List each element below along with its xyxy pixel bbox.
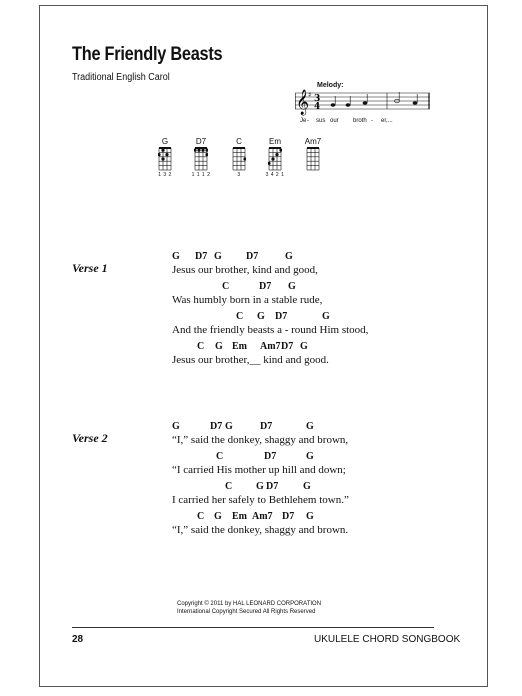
- fretboard-grid: [306, 147, 320, 171]
- chord-symbol: D7: [195, 251, 208, 262]
- finger-dot: [161, 149, 164, 152]
- finger-dot: [197, 149, 200, 152]
- finger-dot: [268, 162, 271, 165]
- melody-syllable: -: [371, 118, 373, 124]
- chord-symbol: C: [222, 281, 230, 292]
- page-number: 28: [72, 634, 84, 645]
- chord-symbol: D7: [259, 281, 272, 292]
- chord-fingering: 3 4 2 1: [265, 172, 285, 178]
- chord-diagram: [227, 137, 251, 178]
- melody-syllable: broth: [353, 118, 367, 124]
- chord-symbol: D7: [264, 451, 277, 462]
- chord-diagram: [301, 137, 325, 172]
- song-title: The Friendly Beasts: [72, 44, 223, 65]
- chord-symbol: Em: [232, 341, 247, 352]
- chord-row: [172, 311, 432, 325]
- chord-symbol: D7: [260, 421, 273, 432]
- chord-symbol: G: [215, 341, 223, 352]
- chord-symbol: G: [300, 341, 308, 352]
- chord-diagram-name: Em: [269, 137, 281, 146]
- lyric-line: [172, 341, 432, 371]
- chord-symbol: G: [214, 251, 222, 262]
- lyric-text: Was humbly born in a stable rude,: [172, 294, 323, 306]
- finger-dot: [158, 153, 161, 156]
- melody-syllable: er,...: [381, 118, 393, 124]
- lyric-line: [172, 511, 432, 541]
- lyric-line: [172, 451, 432, 481]
- chord-symbol: G: [306, 511, 314, 522]
- chord-fingering: 3: [237, 172, 241, 178]
- chord-symbol: C: [197, 341, 205, 352]
- chord-row: [172, 251, 432, 265]
- chord-diagram: [153, 137, 177, 178]
- chord-symbol: D7: [246, 251, 259, 262]
- lyric-text: “I carried His mother up hill and down;: [172, 464, 346, 476]
- chord-row: [172, 341, 432, 355]
- verse-label: Verse 2: [72, 431, 108, 445]
- fretboard-grid: [158, 147, 172, 171]
- melody-syllable: sus: [316, 118, 326, 124]
- chord-diagram: [263, 137, 287, 178]
- chord-symbol: G: [285, 251, 293, 262]
- finger-dot: [279, 149, 282, 152]
- finger-dot: [161, 157, 164, 160]
- chord-symbol: D7: [281, 341, 294, 352]
- chord-symbol: G: [306, 451, 314, 462]
- chord-diagram-name: C: [236, 137, 242, 146]
- chord-symbol: G: [303, 481, 311, 492]
- chord-symbol: G: [322, 311, 330, 322]
- chord-symbol: G: [214, 511, 222, 522]
- chord-symbol: D7: [210, 421, 223, 432]
- chord-symbol: Em: [232, 511, 247, 522]
- chord-diagram-name: D7: [195, 137, 207, 146]
- chord-symbol: G: [172, 421, 180, 432]
- chord-symbol: C: [197, 511, 205, 522]
- chord-symbol: G: [257, 311, 265, 322]
- lyric-text: Jesus our brother, kind and good,: [172, 264, 318, 276]
- melody-note: [346, 103, 351, 107]
- chord-fingering: 1 3 2: [158, 172, 172, 178]
- finger-dot: [205, 153, 208, 156]
- finger-dot: [243, 157, 246, 160]
- melody-label: Melody:: [317, 82, 344, 89]
- chord-symbol: G: [225, 421, 233, 432]
- song-composer: Traditional English Carol: [72, 72, 170, 83]
- chord-symbol: Am7: [252, 511, 273, 522]
- lyric-text: “I,” said the donkey, shaggy and brown,: [172, 434, 349, 446]
- lyric-text: Jesus our brother,__ kind and good.: [172, 354, 329, 366]
- chord-symbol: C: [216, 451, 224, 462]
- time-signature-icon: 3: [314, 94, 321, 104]
- fretboard-grid: [268, 147, 282, 171]
- lyric-line: [172, 481, 432, 511]
- chord-symbol: G: [256, 481, 264, 492]
- melody-note: [363, 101, 368, 105]
- book-title: UKULELE CHORD SONGBOOK: [314, 634, 461, 645]
- fretboard-grid: [194, 147, 208, 171]
- chord-row: [172, 481, 432, 495]
- chord-row: [172, 451, 432, 465]
- chord-symbol: G: [288, 281, 296, 292]
- lyric-line: [172, 311, 432, 341]
- chord-symbol: D7: [266, 481, 279, 492]
- finger-dot: [271, 157, 274, 160]
- finger-dot: [201, 149, 204, 152]
- lyric-text: “I,” said the donkey, shaggy and brown.: [172, 524, 349, 536]
- svg-text:4: 4: [314, 102, 321, 112]
- chord-symbol: C: [225, 481, 233, 492]
- chord-row: [172, 511, 432, 525]
- verse-label: Verse 1: [72, 261, 108, 275]
- lyric-line: [172, 281, 432, 311]
- sharp-icon: ♯: [308, 91, 312, 99]
- lyric-line: [172, 421, 432, 451]
- melody-syllable: Je: [300, 118, 307, 124]
- chord-symbol: G: [172, 251, 180, 262]
- lyric-text: I carried her safely to Bethlehem town.”: [172, 494, 349, 506]
- chord-diagram-name: G: [161, 137, 169, 146]
- finger-dot: [165, 153, 168, 156]
- chord-symbol: G: [306, 421, 314, 432]
- rights-line: International Copyright Secured All Rights Reserved: [177, 609, 316, 615]
- chord-diagram-name: Am7: [304, 137, 322, 146]
- chord-symbol: Am7: [260, 341, 281, 352]
- chord-symbol: D7: [275, 311, 288, 322]
- melody-note: [331, 103, 336, 107]
- chord-symbol: D7: [282, 511, 295, 522]
- footer-divider: [72, 627, 434, 628]
- finger-dot: [194, 149, 197, 152]
- chord-row: [172, 281, 432, 295]
- melody-syllable: our: [330, 118, 339, 124]
- lyric-line: [172, 251, 432, 281]
- copyright-notice: [177, 600, 321, 616]
- melody-note: [413, 101, 418, 105]
- chord-fingering: 1 1 1 2: [191, 172, 211, 178]
- chord-diagram: [189, 137, 213, 178]
- fretboard-grid: [232, 147, 246, 171]
- chord-symbol: C: [236, 311, 244, 322]
- lyric-text: And the friendly beasts a - round Him stood,: [172, 324, 369, 336]
- melody-syllable: -: [307, 118, 309, 124]
- finger-dot: [275, 153, 278, 156]
- copyright-line: Copyright © 2011 by HAL LEONARD CORPORATION: [177, 601, 322, 607]
- finger-dot: [205, 149, 208, 152]
- chord-row: [172, 421, 432, 435]
- treble-clef-icon: 𝄞: [296, 90, 310, 115]
